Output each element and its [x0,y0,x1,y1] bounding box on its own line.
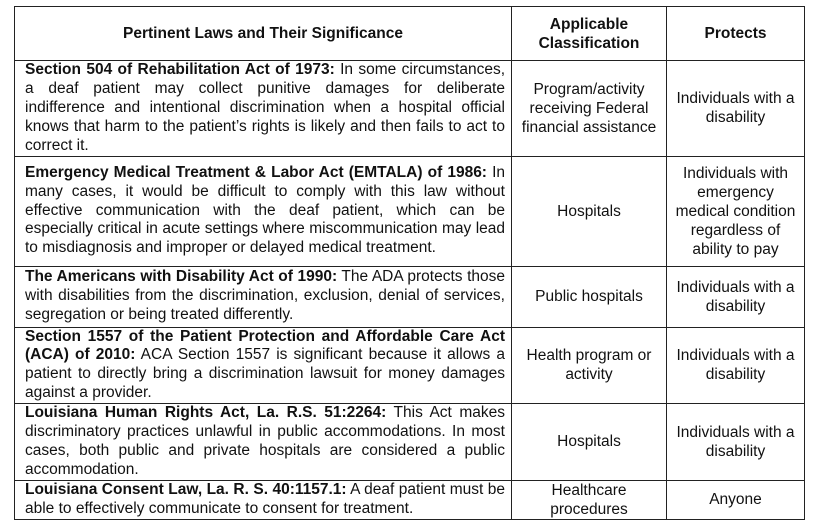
protects-cell: Individuals with a disability [667,61,805,157]
law-text: In some circumstances, a deaf patient may collect punitive damages for deliberate indifference and intentional discrimination when a hospital official knows that harm to the patient’s rights is likely and then fails to act to correct it. [25,61,505,154]
header-row [15,7,805,61]
laws-table [14,6,805,520]
law-text: ACA Section 1557 is significant because it allows a patient to directly bring a discrimination lawsuit for money damages against a provider. [25,346,505,402]
law-cell [15,480,512,519]
classification-cell: Public hospitals [512,266,667,327]
table-row [15,480,805,519]
law-text: This Act makes discriminatory practices unlawful in public accommodations. In most cases, both public and private hospitals are considered a public accommodation. [25,404,505,478]
table-row [15,327,805,404]
protects-cell: Anyone [667,480,805,519]
law-cell [15,266,512,327]
law-text: The ADA protects those with disabilities from the discrimination, exclusion, denial of services, segregation or being treated differently. [25,268,505,323]
law-cell [15,404,512,481]
table-row [15,61,805,157]
law-text: In many cases, it would be difficult to comply with this law without effective communication with the deaf patient, which can be especially critical in acute settings where miscommunication may lead to misdiagnosis and improper or delayed medical treatment. [25,163,506,257]
classification-cell: Health program or activity [512,327,667,404]
table-row [15,404,805,481]
header-protects: Protects [667,7,805,61]
law-title: Section 504 of Rehabilitation Act of 1973: [25,61,335,78]
classification-cell: Hospitals [512,156,667,266]
protects-cell: Individuals with a disability [667,266,805,327]
protects-cell: Individuals with a disability [667,404,805,481]
law-title: Section 1557 of the Patient Protection and Affordable Care Act (ACA) of 2010: [25,327,505,364]
protects-cell: Individuals with a disability [667,327,805,404]
law-title: Louisiana Consent Law, La. R. S. 40:1157.1: [25,480,347,498]
table-row [15,156,805,266]
law-cell [15,61,512,157]
law-text: A deaf patient must be able to effectively communicate to consent for treatment. [25,480,505,517]
law-cell [15,327,512,404]
protects-cell: Individuals with emergency medical condition regardless of ability to pay [667,156,805,266]
law-title: The Americans with Disability Act of 1990: [25,268,338,286]
classification-cell: Hospitals [512,404,667,481]
law-cell [15,156,512,266]
law-title: Louisiana Human Rights Act, La. R.S. 51:2264: [25,404,387,422]
law-title: Emergency Medical Treatment & Labor Act (EMTALA) of 1986: [25,163,487,181]
header-classification: Applicable Classification [512,7,667,61]
table-row [15,266,805,327]
header-laws: Pertinent Laws and Their Significance [15,7,512,61]
classification-cell: Program/activity receiving Federal financial assistance [512,61,667,157]
classification-cell: Healthcare procedures [512,480,667,519]
